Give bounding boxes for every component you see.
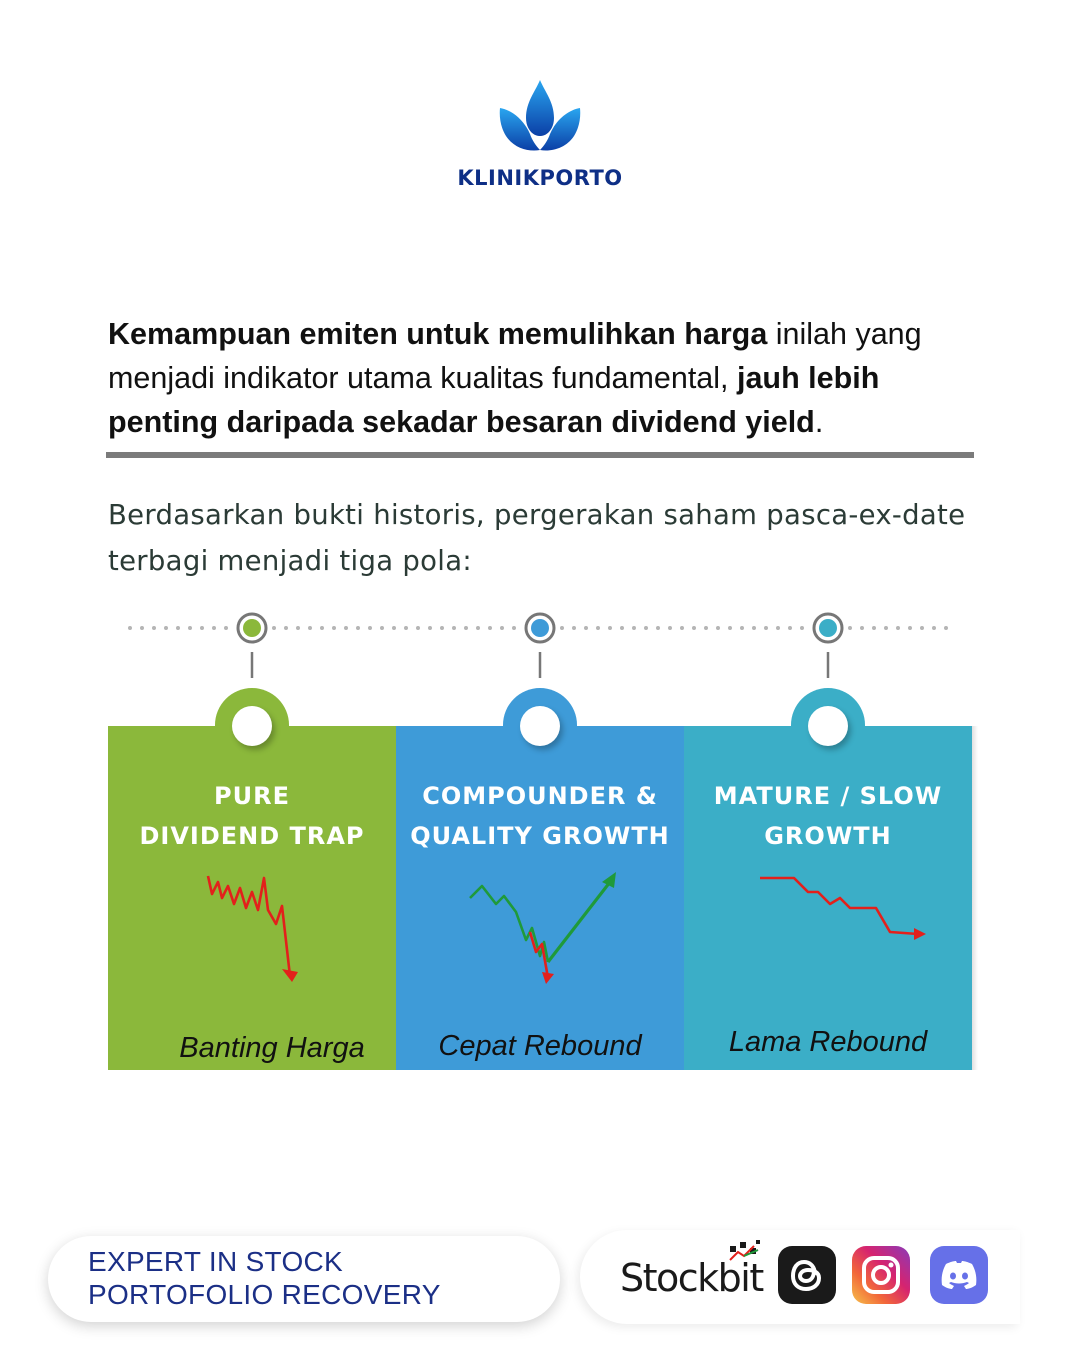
dip-rebound-arrow-icon	[396, 866, 684, 996]
card-title-line-1: MATURE / SLOW	[713, 782, 943, 810]
card-title	[396, 776, 684, 856]
card-title-line-1: PURE	[214, 782, 290, 810]
lead-bold-2: jauh lebih penting daripada sekadar besaran dividend yield	[108, 361, 880, 439]
lead-text-2: .	[814, 405, 824, 439]
divider	[106, 452, 974, 458]
card-title-line-2: GROWTH	[764, 822, 892, 850]
card-title	[684, 776, 972, 856]
stockbit-logo[interactable]: Stockbit	[620, 1256, 763, 1300]
stockbit-chart-icon	[728, 1240, 762, 1262]
card-title-line-2: QUALITY GROWTH	[410, 822, 670, 850]
tagline-line-1: EXPERT IN STOCK	[88, 1246, 344, 1277]
card-caption: Cepat Rebound	[438, 1030, 642, 1062]
sharp-drop-arrow-icon	[108, 866, 396, 986]
pattern-cards	[108, 686, 972, 1070]
tagline-line-2: PORTOFOLIO RECOVERY	[88, 1279, 441, 1310]
discord-icon[interactable]	[930, 1246, 988, 1304]
card-caption: Lama Rebound	[728, 1026, 928, 1058]
timeline	[0, 600, 1080, 690]
brand-logo	[0, 78, 1080, 190]
threads-icon[interactable]	[778, 1246, 836, 1304]
lead-paragraph	[108, 312, 988, 444]
lead-text-1: inilah yang menjadi indikator utama kualitas fundamental,	[108, 317, 922, 395]
card-knob	[520, 706, 560, 746]
timeline-node-3	[810, 610, 846, 678]
card-caption: Banting Harga	[179, 1032, 365, 1064]
timeline-node-1	[234, 610, 270, 678]
tagline-pill	[48, 1236, 560, 1322]
brand-bar	[580, 1230, 1020, 1324]
lotus-drop-icon	[498, 78, 582, 162]
card-title	[108, 776, 396, 856]
brand-name: KLINIKPORTO	[457, 166, 623, 190]
slow-decline-arrow-icon	[684, 866, 972, 986]
card-compounder-quality-growth	[396, 726, 684, 1070]
card-knob	[808, 706, 848, 746]
instagram-icon[interactable]	[852, 1246, 910, 1304]
card-title-line-1: COMPOUNDER &	[422, 782, 658, 810]
lead-bold-1: Kemampuan emiten untuk memulihkan harga	[108, 317, 768, 351]
card-title-line-2: DIVIDEND TRAP	[139, 822, 365, 850]
card-knob	[232, 706, 272, 746]
timeline-node-2	[522, 610, 558, 678]
intro-text: Berdasarkan bukti historis, pergerakan saham pasca-ex-date terbagi menjadi tiga pola:	[108, 499, 966, 577]
card-pure-dividend-trap	[108, 726, 396, 1070]
card-mature-slow-growth	[684, 726, 972, 1070]
